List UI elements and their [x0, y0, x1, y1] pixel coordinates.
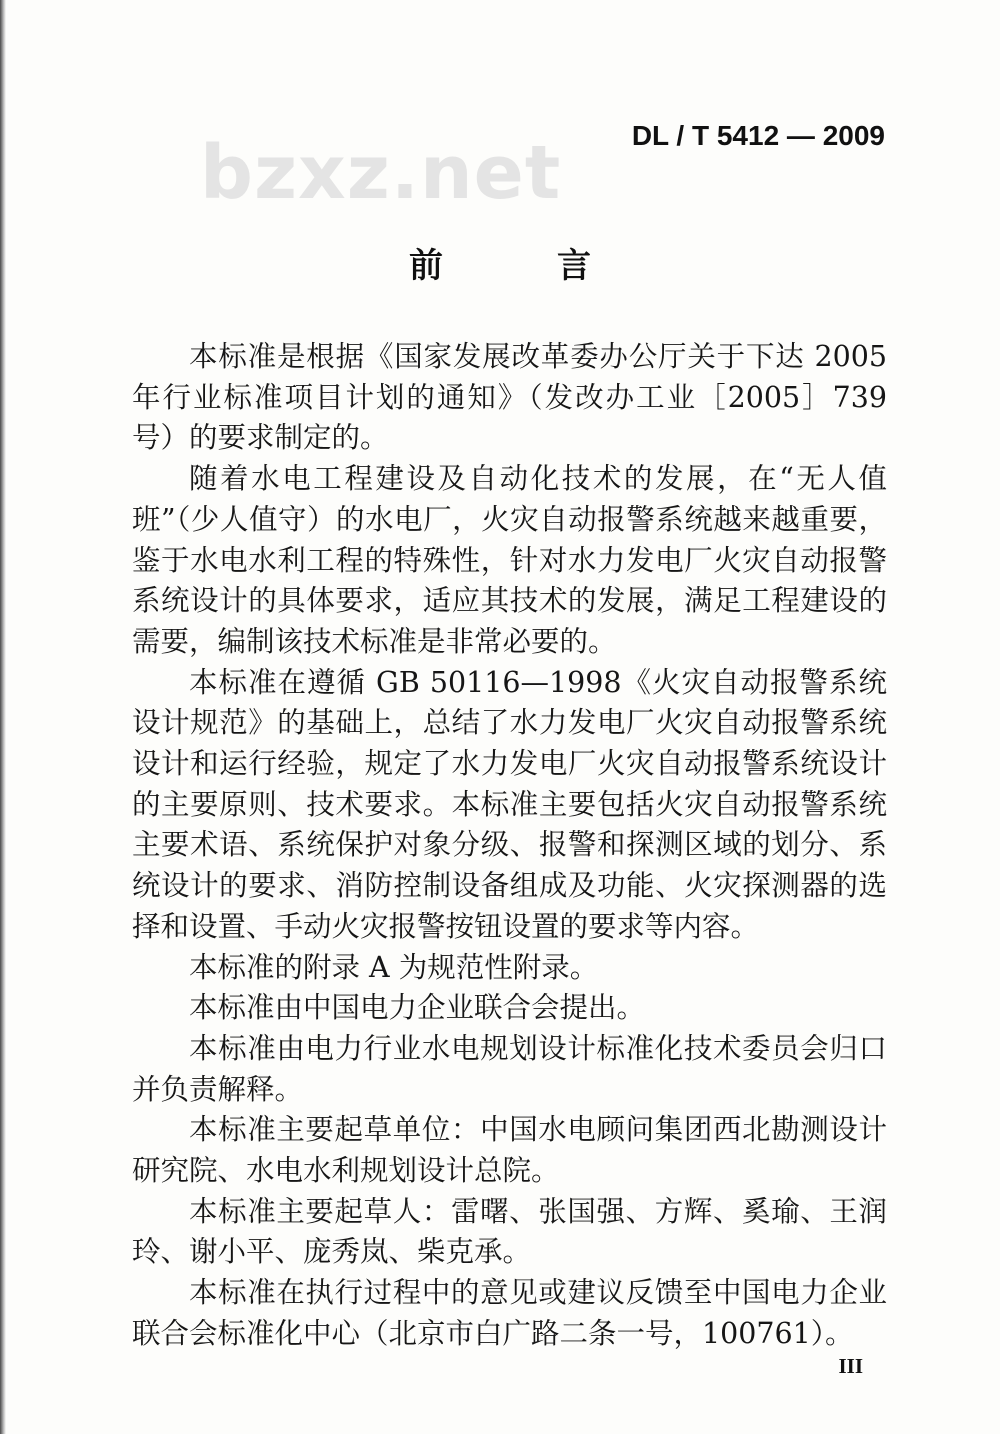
page-title: 前 言: [409, 246, 631, 286]
paragraph: 本标准的附录 A 为规范性附录。: [189, 950, 599, 984]
watermark: bzxz.net: [200, 130, 562, 216]
paragraph: 本标准主要起草单位：中国水电顾问集团西北勘测设计研究院、水电水利规划设计总院。: [132, 1113, 887, 1188]
paragraph: 本标准在遵循 GB 50116—1998《火灾自动报警系统设计规范》的基础上，总结了水力发电厂火灾自动报警系统设计和运行经验，规定了水力发电厂火灾自动报警系统设计的主要原则、技术要求。本标准主要包括火灾自动报警系统主要术语、系统保护对象分级、报警和探测区域的划分、系统设计的要求、消防控制设备组成及功能、火灾探测器的选择和设置、手动火灾报警按钮设置的要求等内容。: [132, 665, 887, 943]
paragraph: 本标准主要起草人：雷曙、张国强、方辉、奚瑜、王润玲、谢小平、庞秀岚、柴克承。: [132, 1194, 887, 1269]
paragraph: 本标准由电力行业水电规划设计标准化技术委员会归口并负责解释。: [132, 1031, 887, 1106]
standard-code: DL / T 5412 — 2009: [631, 120, 885, 151]
paragraph: 本标准由中国电力企业联合会提出。: [189, 991, 646, 1025]
paragraph: 本标准是根据《国家发展改革委办公厅关于下达 2005 年行业标准项目计划的通知》（发改办工业［2005］739 号）的要求制定的。: [132, 340, 887, 455]
foreword-body: [132, 337, 887, 1355]
page-number: III: [838, 1354, 863, 1378]
paragraph: 随着水电工程建设及自动化技术的发展，在“无人值班”（少人值守）的水电厂，火灾自动报警系统越来越重要，鉴于水电水利工程的特殊性，针对水力发电厂火灾自动报警系统设计的具体要求，适应其技术的发展，满足工程建设的需要，编制该技术标准是非常必要的。: [132, 462, 887, 658]
paragraph: 本标准在执行过程中的意见或建议反馈至中国电力企业联合会标准化中心（北京市白广路二条一号，100761）。: [132, 1276, 887, 1350]
scan-binding-edge: [0, 0, 6, 1434]
